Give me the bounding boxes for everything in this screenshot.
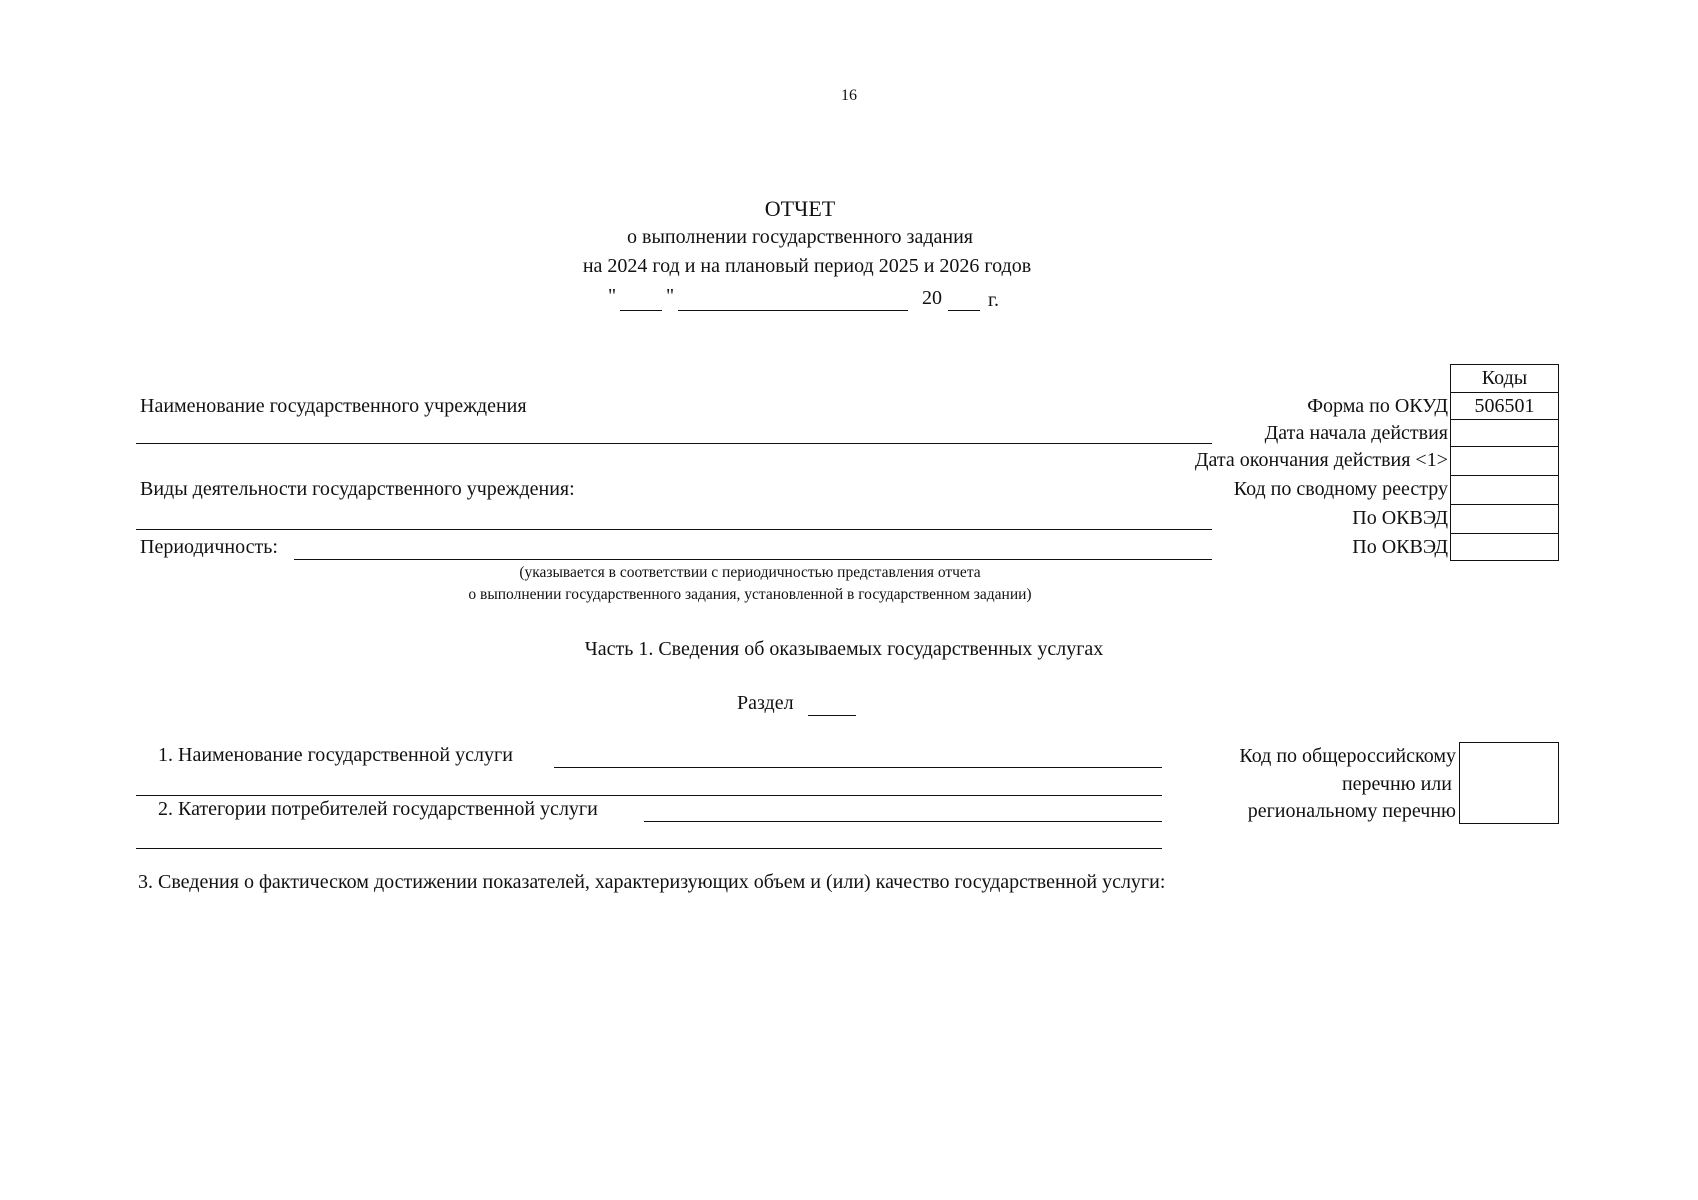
codes-value-okud[interactable]: 506501 [1451, 392, 1558, 419]
registry-code-box[interactable] [1459, 742, 1559, 824]
part-1-title: Часть 1. Сведения об оказываемых государственных услугах [584, 638, 1104, 660]
codes-table [1450, 364, 1559, 561]
institution-name-field[interactable] [136, 443, 1212, 444]
codes-label-okud: Форма по ОКУД [1307, 395, 1448, 417]
codes-value-start-date[interactable] [1451, 419, 1558, 446]
codes-header: Коды [1481, 367, 1528, 389]
service-name-field[interactable] [554, 767, 1162, 768]
report-subtitle-2: на 2024 год и на плановый период 2025 и 2026 годов [582, 255, 1032, 277]
registry-code-label-2: перечню или [1341, 773, 1452, 795]
page-number: 16 [841, 87, 857, 104]
codes-value-registry[interactable] [1451, 475, 1558, 504]
date-year-prefix: 20 [922, 287, 942, 309]
codes-label-okved-2: По ОКВЭД [1352, 536, 1448, 558]
date-day-field[interactable] [620, 310, 662, 311]
indicators-heading: 3. Сведения о фактическом достижении показателей, характеризующих объем и (или) качество государственной услуги: [138, 871, 1166, 893]
codes-value-end-date[interactable] [1451, 446, 1558, 475]
codes-label-registry: Код по сводному реестру [1233, 478, 1448, 500]
registry-code-label-3: региональному перечню [1247, 800, 1456, 822]
registry-code-label-1: Код по общероссийскому [1239, 745, 1456, 767]
section-label: Раздел [737, 692, 794, 714]
activity-types-field[interactable] [136, 529, 1212, 530]
codes-label-start-date: Дата начала действия [1264, 422, 1448, 444]
codes-value-okved-2[interactable] [1451, 533, 1558, 562]
report-title: ОТЧЕТ [764, 196, 836, 221]
consumer-categories-label: 2. Категории потребителей государственной услуги [158, 798, 598, 820]
section-number-field[interactable] [808, 715, 856, 716]
activity-types-label: Виды деятельности государственного учреждения: [140, 478, 575, 500]
date-year-suffix: г. [988, 289, 999, 311]
periodicity-hint-1: (указывается в соответствии с периодичностью представления отчета [519, 564, 981, 581]
date-year-field[interactable] [948, 310, 980, 311]
consumer-categories-field[interactable] [644, 821, 1162, 822]
codes-value-okved-1[interactable] [1451, 504, 1558, 533]
periodicity-label: Периодичность: [140, 536, 278, 558]
report-subtitle-1: о выполнении государственного задания [627, 226, 973, 248]
codes-label-end-date: Дата окончания действия <1> [1194, 449, 1448, 471]
codes-label-okved-1: По ОКВЭД [1352, 507, 1448, 529]
date-month-field[interactable] [678, 310, 908, 311]
consumer-categories-field-continued[interactable] [136, 848, 1162, 849]
service-name-field-continued[interactable] [136, 795, 1162, 796]
service-name-label: 1. Наименование государственной услуги [158, 744, 513, 766]
date-open-quote: " [608, 285, 617, 307]
periodicity-hint-2: о выполнении государственного задания, установленной в государственном задании) [468, 586, 1032, 603]
periodicity-field[interactable] [294, 559, 1212, 560]
institution-name-label: Наименование государственного учреждения [140, 395, 527, 417]
date-close-quote: " [666, 285, 675, 307]
